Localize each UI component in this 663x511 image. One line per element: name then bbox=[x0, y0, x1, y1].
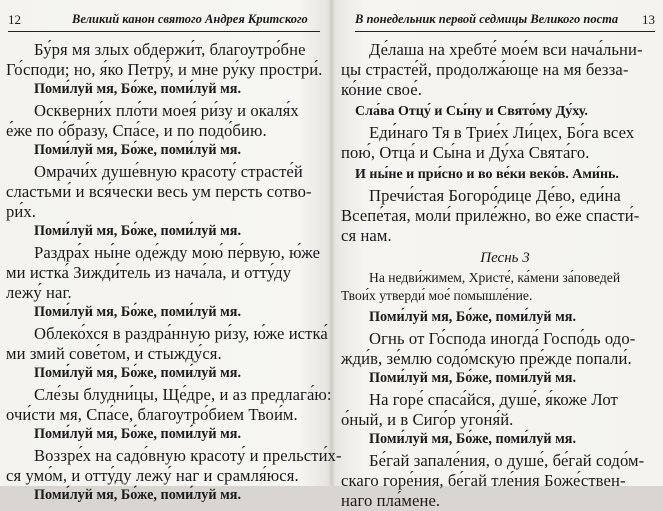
verse-paragraph bbox=[6, 162, 318, 222]
refrain-line: Поми́луй мя, Бо́же, поми́луй мя. bbox=[34, 426, 242, 442]
text-line: сластьми́ и вся́чески весь ум персть сотво- bbox=[6, 182, 312, 201]
verse-paragraph bbox=[341, 329, 655, 369]
text-line: Го́споди; но, я́ко Петру́, и мне ру́ку простри́. bbox=[6, 60, 323, 79]
doxology-line: Сла́ва Отцу́ и Сы́ну и Свято́му Ду́ху. bbox=[355, 104, 588, 119]
refrain-line: Поми́луй мя, Бо́же, поми́луй мя. bbox=[369, 370, 577, 386]
verse-paragraph bbox=[6, 446, 342, 486]
verse-paragraph bbox=[6, 243, 321, 303]
text-line: Облеко́хся в раздра́нную ри́зу, ю́же истка́ bbox=[34, 324, 328, 343]
verse-paragraph bbox=[341, 40, 655, 100]
text-line: жди́в, зе́млю содо́мскую пре́жде попали́. bbox=[341, 349, 632, 368]
doxology-line: И ны́не и при́сно и во ве́ки веко́в. Ами́нь. bbox=[355, 167, 619, 182]
text-line: Твои́х утверди́ мое́ помышле́ние. bbox=[341, 287, 533, 303]
text-line: пою́, Отца́ и Сы́на и Ду́ха Свята́го. bbox=[341, 143, 590, 162]
verse-paragraph bbox=[6, 40, 323, 80]
text-line: Пречи́стая Богоро́дице Де́во, еди́на bbox=[369, 186, 621, 205]
right-header-rule bbox=[355, 31, 655, 32]
text-line: цы страсте́й, продолжа́юще на мя безза- bbox=[341, 60, 629, 79]
text-line: Огнь от Го́спода иногда́ Госпо́дь одо- bbox=[369, 329, 636, 348]
text-line: ся умо́м, и отту́ду лежу́ наг и срамля́юся. bbox=[6, 466, 299, 485]
left-running-head: Великий канон святого Андрея Критского bbox=[72, 12, 308, 26]
text-line: Бу́ря мя злых обдержи́т, благоутро́бне bbox=[34, 40, 306, 59]
text-line: Бе́гай запале́ния, о душе́, бе́гай содо́м- bbox=[369, 451, 645, 470]
refrain-line: Поми́луй мя, Бо́же, поми́луй мя. bbox=[34, 142, 242, 158]
text-line: Де́лаша на хребте́ мое́м вси нача́льни- bbox=[369, 40, 643, 59]
refrain-line: Поми́луй мя, Бо́же, поми́луй мя. bbox=[34, 365, 242, 381]
text-line: Воззре́х на садо́вную красоту́ и прельсти́х- bbox=[34, 446, 342, 465]
right-page-number: 13 bbox=[642, 12, 655, 27]
verse-paragraph bbox=[341, 451, 655, 511]
text-line: Всепе́тая, моли́ приле́жно, во е́же спасти́- bbox=[341, 206, 640, 225]
left-page-text bbox=[6, 40, 342, 507]
text-line: Омрачи́х душе́вную красоту́ страсте́й bbox=[34, 162, 303, 181]
right-running-head: В понедельник первой седмицы Великого поста bbox=[355, 12, 619, 26]
right-page-header bbox=[355, 12, 655, 28]
refrain-line: Поми́луй мя, Бо́же, поми́луй мя. bbox=[34, 487, 242, 503]
text-line: Сле́зы блудни́цы, Ще́дре, и аз предлага́ю: bbox=[34, 385, 332, 404]
text-line: скаго горе́ния, бе́гай тле́ния Боже́ствен- bbox=[341, 471, 626, 490]
verse-paragraph bbox=[6, 385, 332, 425]
text-line: ри́х. bbox=[6, 202, 37, 221]
text-line: е́же по о́бразу, Спа́се, и по подо́бию. bbox=[6, 121, 267, 140]
text-line: ся нам. bbox=[341, 226, 392, 245]
text-line: ко́ние свое́. bbox=[341, 80, 422, 99]
text-line: Раздра́х ны́не оде́жду мою́ пе́рвую, ю́же bbox=[34, 243, 321, 262]
verse-paragraph bbox=[6, 324, 328, 364]
left-header-rule bbox=[8, 31, 320, 32]
text-line: На недви́жимем, Христе́, ка́мени за́поведей bbox=[369, 270, 621, 285]
refrain-line: Поми́луй мя, Бо́же, поми́луй мя. bbox=[34, 81, 242, 97]
verse-paragraph bbox=[341, 123, 655, 163]
text-line: наго пла́мене. bbox=[341, 491, 441, 510]
refrain-line: Поми́луй мя, Бо́же, поми́луй мя. bbox=[34, 223, 242, 239]
text-line: лежу́ наг. bbox=[6, 283, 72, 302]
verse-paragraph bbox=[6, 101, 318, 141]
verse-paragraph bbox=[341, 390, 655, 430]
text-line: ми истка́ Зижди́тель из нача́ла, и отту́ду bbox=[6, 263, 292, 282]
text-line: Еди́наго Тя в Трие́х Ли́цех, Бо́га всех bbox=[369, 123, 635, 142]
refrain-line: Поми́луй мя, Бо́же, поми́луй мя. bbox=[34, 304, 242, 320]
left-page-number: 12 bbox=[8, 12, 21, 27]
ode-heading: Песнь 3 bbox=[480, 250, 530, 266]
verse-paragraph bbox=[341, 186, 655, 246]
refrain-line: Поми́луй мя, Бо́же, поми́луй мя. bbox=[369, 309, 577, 325]
text-line: о́ный, и в Сиго́р угоня́й. bbox=[341, 410, 514, 429]
irmos-paragraph bbox=[341, 269, 655, 304]
refrain-line: Поми́луй мя, Бо́же, поми́луй мя. bbox=[369, 431, 577, 447]
text-line: очи́сти мя, Спа́се, благоутро́бием Твои́м. bbox=[6, 405, 298, 424]
text-line: На горе́ спаса́йся, душе́, я́коже Лот bbox=[369, 390, 618, 409]
right-page bbox=[333, 0, 663, 510]
text-line: Оскверни́х пло́ти моея́ ри́зу и окаля́х bbox=[34, 101, 299, 120]
left-page-header bbox=[8, 12, 318, 28]
right-page-text bbox=[341, 40, 655, 511]
text-line: ми змий сове́том, и стыжду́ся. bbox=[6, 344, 222, 363]
